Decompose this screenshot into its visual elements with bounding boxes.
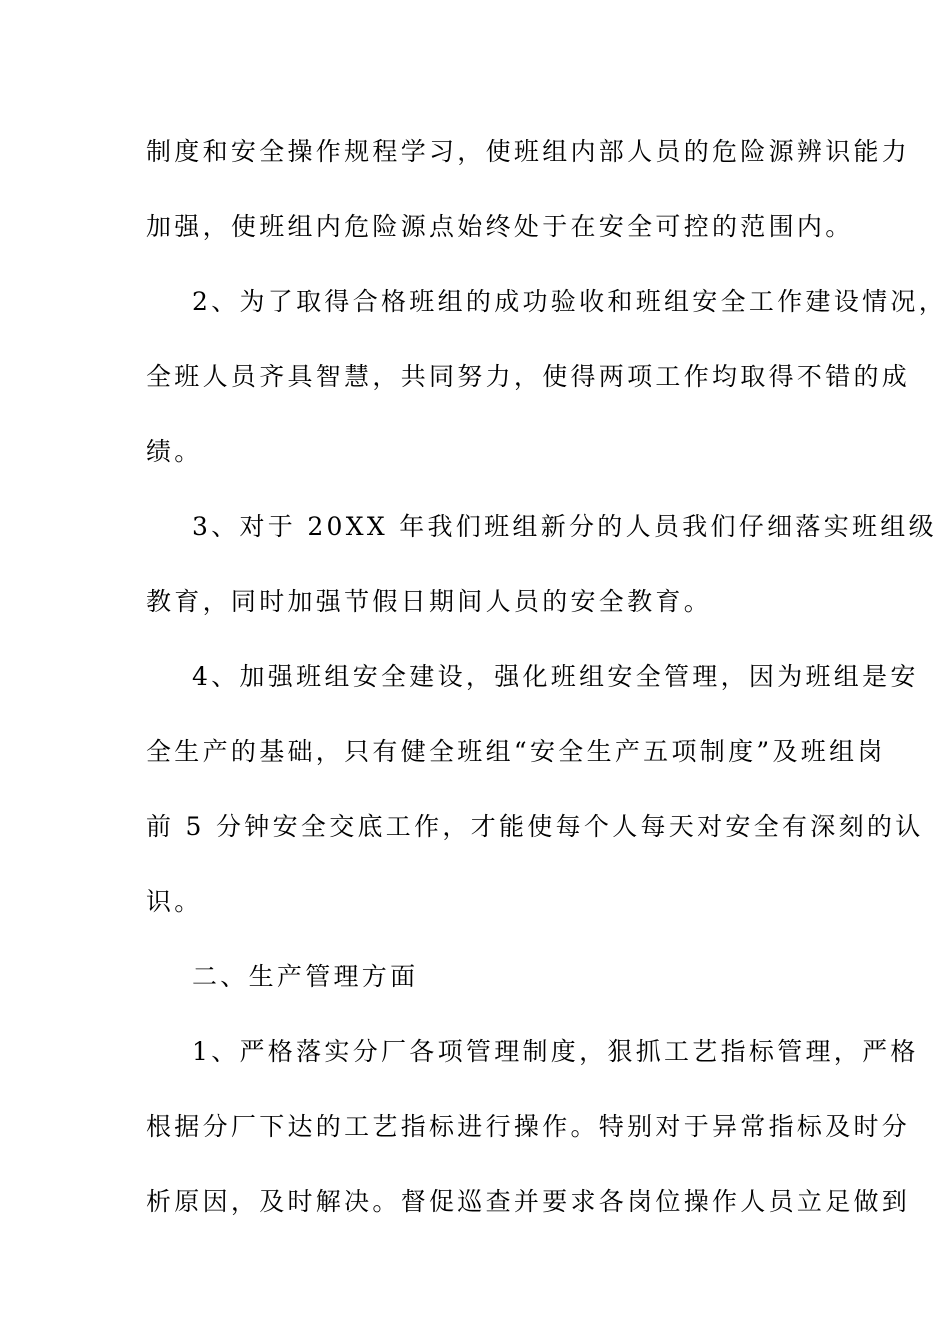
text-line: 全班人员齐具智慧，共同努力，使得两项工作均取得不错的成 xyxy=(146,362,911,391)
text-line: 识。 xyxy=(146,887,203,916)
text-line: 绩。 xyxy=(146,437,203,466)
text-line: 根据分厂下达的工艺指标进行操作。特别对于异常指标及时分 xyxy=(146,1112,911,1141)
text-line: 前 5 分钟安全交底工作，才能使每个人每天对安全有深刻的认 xyxy=(146,812,924,841)
section-heading: 二、生产管理方面 xyxy=(192,962,419,991)
text-line: 4、加强班组安全建设，强化班组安全管理，因为班组是安 xyxy=(192,662,919,691)
text-line: 3、对于 20XX 年我们班组新分的人员我们仔细落实班组级 xyxy=(192,512,937,541)
text-line: 全生产的基础，只有健全班组“安全生产五项制度”及班组岗 xyxy=(146,737,886,766)
text-line: 2、为了取得合格班组的成功验收和班组安全工作建设情况， xyxy=(192,287,948,316)
text-line: 析原因，及时解决。督促巡查并要求各岗位操作人员立足做到 xyxy=(146,1187,911,1216)
text-line: 教育，同时加强节假日期间人员的安全教育。 xyxy=(146,587,713,616)
text-line: 制度和安全操作规程学习，使班组内部人员的危险源辨识能力 xyxy=(146,137,911,166)
text-line: 加强，使班组内危险源点始终处于在安全可控的范围内。 xyxy=(146,212,854,241)
text-line: 1、严格落实分厂各项管理制度，狠抓工艺指标管理，严格 xyxy=(192,1037,919,1066)
